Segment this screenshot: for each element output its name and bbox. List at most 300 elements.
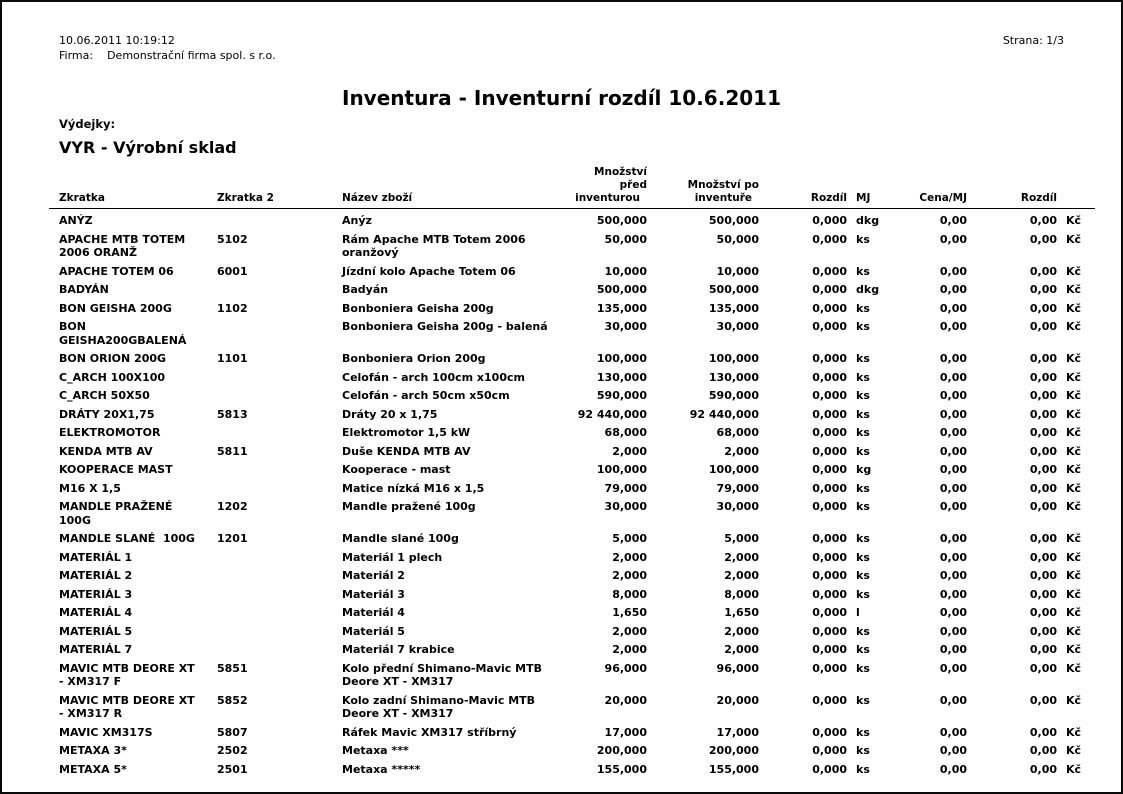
cell-cena-mj: 0,00 [939,725,967,739]
cell-rozdil: 0,000 [812,643,847,656]
cell-mnozstvi-po: 2,000 [724,643,759,656]
cell-zkratka: KOOPERACE MAST [59,463,173,476]
cell-zkratka: MATERIÁL 1 [59,550,133,564]
cell-mj: ks [856,643,870,656]
cell-mnozstvi-pred: 10,000 [604,264,647,278]
cell-zkratka: MATERIÁL 2 [59,569,133,582]
cell-cena-mj: 0,00 [939,370,967,384]
cell-mnozstvi-pred: 2,000 [612,550,647,564]
cell-currency: Kč [1066,587,1082,601]
cell-nazev-zbozi: Kolo zadní Shimano-Mavic MTB Deore XT - XM317 [342,693,536,720]
cell-mj: ks [856,500,870,513]
cell-mj: ks [856,569,870,582]
cell-rozdil: 0,000 [812,444,847,458]
cell-mj: ks [856,407,870,421]
cell-cena-mj: 0,00 [939,320,967,333]
cell-rozdil: 0,000 [812,463,847,476]
cell-cena-mj: 0,00 [939,744,967,757]
cell-rozdil: 0,000 [812,481,847,495]
cell-cena-mj: 0,00 [939,264,967,278]
cell-zkratka2 [217,315,342,347]
table-row [49,758,1095,777]
cell-rozdil: 0,000 [812,624,847,638]
cell-mnozstvi-pred: 130,000 [596,370,647,384]
cell-zkratka2: 5102 [217,232,248,246]
col-header-rozdil-kc: Rozdíl [967,166,1057,209]
cell-rozdil: 0,000 [812,569,847,582]
cell-mnozstvi-po: 100,000 [708,352,759,365]
cell-rozdil-kc: 0,00 [1029,606,1057,619]
cell-zkratka: MANDLE SLANÉ 100G [59,532,195,545]
table-row [49,278,1095,297]
table-header-row [49,166,1095,209]
cell-zkratka: MATERIÁL 4 [59,606,133,619]
cell-zkratka2 [217,477,342,496]
cell-rozdil: 0,000 [812,606,847,619]
cell-cena-mj: 0,00 [939,624,967,638]
cell-mnozstvi-pred: 590,000 [596,389,647,402]
cell-mj: kg [856,463,872,476]
cell-mj: ks [856,370,870,384]
cell-mnozstvi-po: 30,000 [716,500,759,513]
cell-currency: Kč [1066,407,1082,421]
cell-mj: ks [856,744,870,757]
cell-currency: Kč [1066,389,1082,402]
cell-nazev-zbozi: Celofán - arch 50cm x50cm [342,389,510,402]
cell-rozdil: 0,000 [812,301,847,315]
cell-zkratka2 [217,583,342,602]
cell-nazev-zbozi: Bonboniera Geisha 200g [342,301,494,315]
col-header-empty [1057,166,1095,209]
cell-nazev-zbozi: Anýz [342,214,372,227]
cell-zkratka: MAVIC MTB DEORE XT - XM317 R [59,693,199,720]
table-row [49,228,1095,260]
table-row [49,689,1095,721]
cell-cena-mj: 0,00 [939,481,967,495]
cell-cena-mj: 0,00 [939,661,967,675]
cell-mnozstvi-pred: 2,000 [612,444,647,458]
cell-mj: ks [856,426,870,439]
doc-type-label: Výdejky: [59,117,116,131]
cell-mj: ks [856,532,870,545]
cell-zkratka: METAXA 3* [59,744,127,757]
cell-cena-mj: 0,00 [939,643,967,656]
cell-zkratka: MATERIÁL 5 [59,624,133,638]
cell-rozdil-kc: 0,00 [1029,463,1057,476]
cell-nazev-zbozi: Matice nízká M16 x 1,5 [342,481,485,495]
col-header-line: inventuře [694,192,752,204]
report-datetime: 10.06.2011 10:19:12 [59,34,175,47]
cell-nazev-zbozi: Bonboniera Orion 200g [342,352,486,365]
cell-nazev-zbozi: Elektromotor 1,5 kW [342,426,471,439]
cell-zkratka2 [217,278,342,297]
cell-nazev-zbozi: Mandle pražené 100g [342,500,476,513]
cell-mnozstvi-po: 1,650 [724,606,759,619]
company-name: Demonstrační firma spol. s r.o. [107,49,276,62]
table-row [49,477,1095,496]
cell-rozdil-kc: 0,00 [1029,389,1057,402]
cell-zkratka: ELEKTROMOTOR [59,426,161,439]
cell-nazev-zbozi: Kooperace - mast [342,463,451,476]
cell-mj: ks [856,481,870,495]
cell-zkratka2 [217,564,342,583]
cell-mj: ks [856,301,870,315]
cell-mnozstvi-pred: 79,000 [604,481,647,495]
cell-mj: ks [856,444,870,458]
cell-rozdil: 0,000 [812,352,847,365]
cell-rozdil: 0,000 [812,550,847,564]
cell-rozdil-kc: 0,00 [1029,426,1057,439]
cell-rozdil: 0,000 [812,744,847,757]
cell-rozdil: 0,000 [812,389,847,402]
cell-mnozstvi-pred: 20,000 [604,693,647,707]
cell-currency: Kč [1066,320,1082,333]
cell-rozdil: 0,000 [812,426,847,439]
cell-nazev-zbozi: Mandle slané 100g [342,532,459,545]
cell-mnozstvi-po: 155,000 [708,762,759,776]
cell-mnozstvi-po: 100,000 [708,463,759,476]
cell-mnozstvi-po: 92 440,000 [689,407,759,421]
table-row [49,601,1095,620]
cell-rozdil-kc: 0,00 [1029,320,1057,333]
cell-nazev-zbozi: Badyán [342,283,389,296]
cell-rozdil-kc: 0,00 [1029,624,1057,638]
cell-mj: ks [856,232,870,246]
cell-rozdil-kc: 0,00 [1029,643,1057,656]
cell-zkratka2 [217,546,342,565]
col-header-line: Množství po [687,179,759,191]
cell-rozdil-kc: 0,00 [1029,264,1057,278]
cell-mnozstvi-pred: 100,000 [596,463,647,476]
cell-mnozstvi-pred: 68,000 [604,426,647,439]
cell-mj: dkg [856,214,880,227]
cell-rozdil: 0,000 [812,283,847,296]
cell-rozdil-kc: 0,00 [1029,352,1057,365]
cell-cena-mj: 0,00 [939,352,967,365]
cell-currency: Kč [1066,532,1082,545]
table-row [49,564,1095,583]
table-row [49,209,1095,228]
report-meta [59,33,276,63]
cell-mnozstvi-po: 590,000 [708,389,759,402]
cell-currency: Kč [1066,606,1082,619]
cell-cena-mj: 0,00 [939,550,967,564]
cell-rozdil-kc: 0,00 [1029,550,1057,564]
cell-mnozstvi-po: 50,000 [716,232,759,246]
cell-nazev-zbozi: Metaxa *** [342,744,409,757]
cell-zkratka: M16 X 1,5 [59,481,121,495]
table-row [49,315,1095,347]
cell-zkratka: C_ARCH 100X100 [59,370,166,384]
company-line [59,48,276,63]
cell-currency: Kč [1066,214,1082,227]
cell-cena-mj: 0,00 [939,214,967,227]
col-header-cena-mj: Cena/MJ [895,166,967,209]
cell-nazev-zbozi: Materiál 3 [342,587,405,601]
cell-zkratka: MAVIC XM317S [59,725,153,739]
cell-nazev-zbozi: Materiál 5 [342,624,405,638]
cell-cena-mj: 0,00 [939,500,967,513]
cell-rozdil-kc: 0,00 [1029,725,1057,739]
cell-rozdil-kc: 0,00 [1029,481,1057,495]
cell-mnozstvi-pred: 50,000 [604,232,647,246]
cell-zkratka: KENDA MTB AV [59,444,153,458]
cell-zkratka2 [217,366,342,385]
cell-mnozstvi-pred: 500,000 [596,283,647,296]
cell-rozdil: 0,000 [812,661,847,675]
cell-mnozstvi-po: 130,000 [708,370,759,384]
cell-nazev-zbozi: Materiál 1 plech [342,550,443,564]
col-header-rozdil: Rozdíl [759,166,847,209]
cell-rozdil: 0,000 [812,407,847,421]
cell-zkratka2: 2501 [217,762,248,776]
table-row [49,527,1095,546]
cell-rozdil-kc: 0,00 [1029,661,1057,675]
cell-zkratka: DRÁTY 20X1,75 [59,407,155,421]
table-row [49,638,1095,657]
cell-zkratka2: 1202 [217,500,248,513]
cell-mnozstvi-po: 17,000 [716,725,759,739]
cell-nazev-zbozi: Ráfek Mavic XM317 stříbrný [342,725,517,739]
cell-mnozstvi-po: 2,000 [724,444,759,458]
cell-rozdil-kc: 0,00 [1029,693,1057,707]
cell-nazev-zbozi: Metaxa ***** [342,762,421,776]
cell-mnozstvi-pred: 500,000 [596,214,647,227]
cell-mnozstvi-po: 79,000 [716,481,759,495]
cell-rozdil-kc: 0,00 [1029,407,1057,421]
cell-nazev-zbozi: Kolo přední Shimano-Mavic MTB Deore XT - XM317 [342,661,542,688]
table-row [49,297,1095,316]
cell-zkratka2: 5851 [217,661,248,675]
cell-cena-mj: 0,00 [939,606,967,619]
cell-rozdil-kc: 0,00 [1029,444,1057,458]
cell-rozdil: 0,000 [812,587,847,601]
cell-nazev-zbozi: Duše KENDA MTB AV [342,444,471,458]
cell-mnozstvi-pred: 1,650 [612,606,647,619]
cell-currency: Kč [1066,762,1082,776]
cell-mnozstvi-pred: 2,000 [612,569,647,582]
cell-mj: l [856,606,860,619]
cell-mnozstvi-pred: 30,000 [604,320,647,333]
cell-zkratka2: 6001 [217,264,248,278]
cell-currency: Kč [1066,301,1082,315]
col-header-zkratka: Zkratka [49,166,217,209]
cell-mj: ks [856,587,870,601]
cell-currency: Kč [1066,744,1082,757]
cell-currency: Kč [1066,550,1082,564]
col-header-mnozstvi-po [647,166,759,209]
cell-cena-mj: 0,00 [939,283,967,296]
cell-rozdil: 0,000 [812,500,847,513]
warehouse-section-title: VYR - Výrobní sklad [59,138,237,157]
table-row [49,260,1095,279]
cell-currency: Kč [1066,370,1082,384]
cell-zkratka2 [217,601,342,620]
cell-mj: dkg [856,283,880,296]
cell-zkratka: BADYÁN [59,283,109,296]
cell-rozdil: 0,000 [812,370,847,384]
cell-mnozstvi-po: 30,000 [716,320,759,333]
report-title: Inventura - Inventurní rozdíl 10.6.2011 [342,86,781,110]
cell-mnozstvi-pred: 135,000 [596,301,647,315]
cell-zkratka: METAXA 5* [59,762,127,776]
cell-cena-mj: 0,00 [939,532,967,545]
cell-currency: Kč [1066,352,1082,365]
cell-nazev-zbozi: Materiál 2 [342,569,405,582]
cell-zkratka2: 5852 [217,693,248,707]
cell-zkratka2: 1201 [217,532,248,545]
table-row [49,739,1095,758]
cell-mnozstvi-po: 20,000 [716,693,759,707]
cell-currency: Kč [1066,661,1082,675]
table-row [49,583,1095,602]
cell-mnozstvi-po: 2,000 [724,550,759,564]
cell-cena-mj: 0,00 [939,587,967,601]
table-row [49,347,1095,366]
cell-mnozstvi-po: 2,000 [724,569,759,582]
cell-rozdil-kc: 0,00 [1029,762,1057,776]
cell-rozdil-kc: 0,00 [1029,532,1057,545]
cell-mnozstvi-pred: 92 440,000 [577,407,647,421]
col-header-mnozstvi-pred [569,166,647,209]
table-row [49,546,1095,565]
cell-nazev-zbozi: Materiál 7 krabice [342,643,455,656]
page-header [59,33,1064,63]
cell-rozdil-kc: 0,00 [1029,744,1057,757]
cell-rozdil-kc: 0,00 [1029,301,1057,315]
table-row [49,384,1095,403]
cell-mnozstvi-pred: 17,000 [604,725,647,739]
cell-cena-mj: 0,00 [939,301,967,315]
cell-currency: Kč [1066,481,1082,495]
cell-zkratka: C_ARCH 50X50 [59,389,150,402]
cell-currency: Kč [1066,444,1082,458]
table-row [49,440,1095,459]
cell-currency: Kč [1066,283,1082,296]
cell-cena-mj: 0,00 [939,444,967,458]
cell-rozdil-kc: 0,00 [1029,214,1057,227]
cell-cena-mj: 0,00 [939,569,967,582]
table-row [49,458,1095,477]
table-row [49,366,1095,385]
cell-mj: ks [856,661,870,675]
cell-mj: ks [856,725,870,739]
cell-mj: ks [856,762,870,776]
cell-nazev-zbozi: Materiál 4 [342,606,405,619]
table-row [49,403,1095,422]
cell-zkratka2 [217,209,342,228]
cell-zkratka2 [217,458,342,477]
cell-zkratka: ANÝZ [59,214,93,227]
cell-zkratka2: 2502 [217,744,248,757]
cell-currency: Kč [1066,264,1082,278]
cell-zkratka2 [217,638,342,657]
cell-mnozstvi-pred: 200,000 [596,744,647,757]
cell-zkratka: BON ORION 200G [59,352,167,365]
cell-currency: Kč [1066,624,1082,638]
cell-mnozstvi-pred: 96,000 [604,661,647,675]
cell-nazev-zbozi: Dráty 20 x 1,75 [342,407,438,421]
table-row [49,495,1095,527]
cell-cena-mj: 0,00 [939,232,967,246]
cell-nazev-zbozi: Rám Apache MTB Totem 2006 oranžový [342,232,526,259]
cell-rozdil-kc: 0,00 [1029,569,1057,582]
page-number: Strana: 1/3 [1002,34,1064,47]
cell-zkratka: MANDLE PRAŽENÉ 100G [59,500,177,527]
cell-mnozstvi-pred: 2,000 [612,624,647,638]
cell-rozdil-kc: 0,00 [1029,500,1057,513]
col-header-zkratka2: Zkratka 2 [217,166,342,209]
cell-nazev-zbozi: Celofán - arch 100cm x100cm [342,370,525,384]
cell-mnozstvi-po: 96,000 [716,661,759,675]
cell-zkratka2: 5813 [217,407,248,421]
cell-mnozstvi-po: 500,000 [708,214,759,227]
cell-mnozstvi-po: 5,000 [724,532,759,545]
col-header-line: inventurou [575,192,640,204]
cell-mnozstvi-po: 2,000 [724,624,759,638]
cell-zkratka: MATERIÁL 3 [59,587,133,601]
cell-rozdil: 0,000 [812,264,847,278]
cell-currency: Kč [1066,725,1082,739]
cell-zkratka2: 5807 [217,725,248,739]
cell-mnozstvi-po: 8,000 [724,587,759,601]
cell-mnozstvi-po: 68,000 [716,426,759,439]
cell-mnozstvi-pred: 155,000 [596,762,647,776]
cell-mj: ks [856,320,870,333]
cell-cena-mj: 0,00 [939,426,967,439]
table-row [49,721,1095,740]
cell-zkratka2: 1102 [217,301,248,315]
cell-cena-mj: 0,00 [939,762,967,776]
cell-mj: ks [856,693,870,707]
cell-mj: ks [856,264,870,278]
cell-cena-mj: 0,00 [939,693,967,707]
cell-mj: ks [856,550,870,564]
cell-zkratka: APACHE MTB TOTEM 2006 ORANŽ [59,232,190,259]
cell-mj: ks [856,624,870,638]
cell-mnozstvi-po: 200,000 [708,744,759,757]
cell-zkratka2: 1101 [217,352,248,365]
company-label: Firma: [59,49,94,62]
cell-rozdil: 0,000 [812,532,847,545]
cell-rozdil: 0,000 [812,232,847,246]
cell-currency: Kč [1066,569,1082,582]
cell-rozdil: 0,000 [812,320,847,333]
cell-mnozstvi-pred: 100,000 [596,352,647,365]
cell-rozdil-kc: 0,00 [1029,283,1057,296]
cell-rozdil: 0,000 [812,693,847,707]
col-header-line: Množství před [594,166,647,191]
cell-currency: Kč [1066,463,1082,476]
table-row [49,421,1095,440]
cell-mnozstvi-po: 500,000 [708,283,759,296]
cell-rozdil: 0,000 [812,762,847,776]
cell-cena-mj: 0,00 [939,407,967,421]
cell-currency: Kč [1066,500,1082,513]
cell-zkratka2 [217,421,342,440]
cell-cena-mj: 0,00 [939,389,967,402]
cell-nazev-zbozi: Jízdní kolo Apache Totem 06 [342,264,516,278]
inventory-table [49,166,1095,776]
cell-rozdil: 0,000 [812,725,847,739]
cell-rozdil-kc: 0,00 [1029,587,1057,601]
cell-cena-mj: 0,00 [939,463,967,476]
cell-rozdil-kc: 0,00 [1029,370,1057,384]
cell-zkratka: MATERIÁL 7 [59,643,133,656]
cell-mnozstvi-pred: 8,000 [612,587,647,601]
cell-rozdil: 0,000 [812,214,847,227]
cell-mnozstvi-pred: 2,000 [612,643,647,656]
